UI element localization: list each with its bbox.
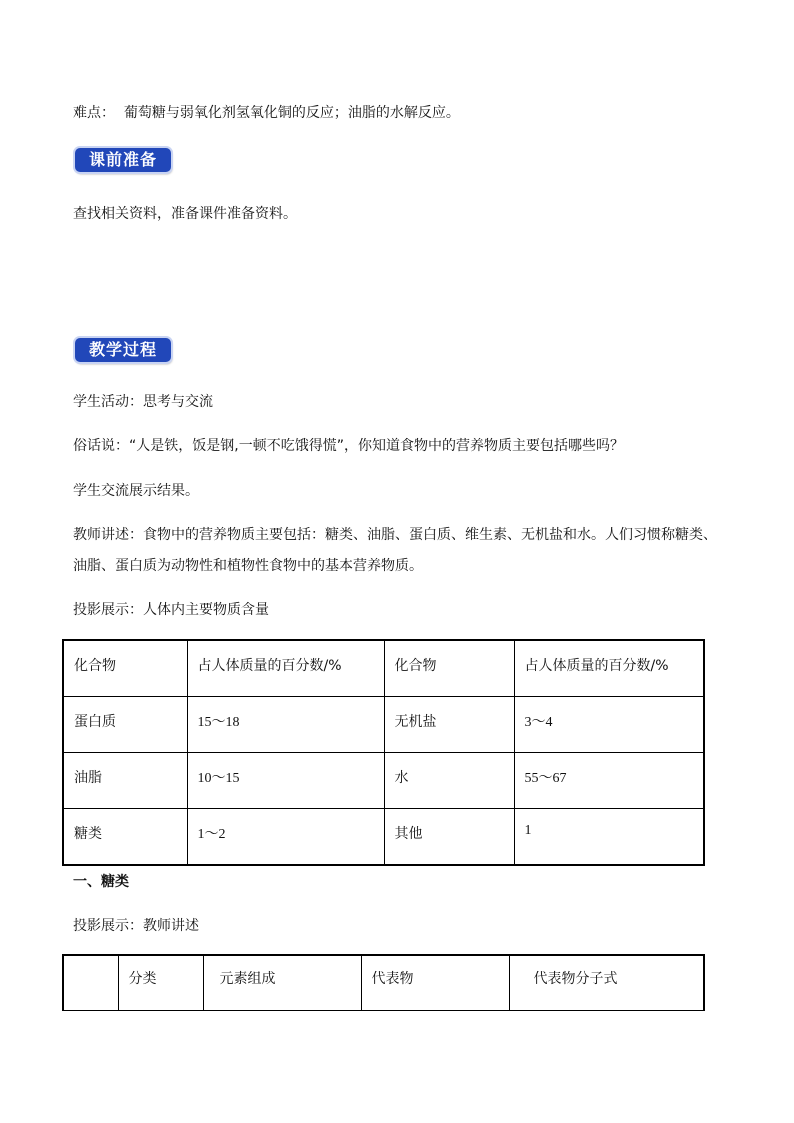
table-cell: 无机盐 <box>384 697 514 753</box>
table-header-cell <box>63 955 118 1011</box>
table-row <box>63 753 704 809</box>
table-header-cell: 占人体质量的百分数/% <box>187 640 384 697</box>
section-badge-process: 教学过程 <box>75 338 171 362</box>
paragraph-teacher-2: 油脂、蛋白质为动物性和植物性食物中的基本营养物质。 <box>73 558 423 574</box>
table-cell: 其他 <box>384 809 514 866</box>
paragraph-result: 学生交流展示结果。 <box>73 483 199 499</box>
table-cell: 蛋白质 <box>63 697 187 753</box>
table-header-cell: 占人体质量的百分数/% <box>514 640 704 697</box>
body-composition-table <box>62 639 705 866</box>
table-header-cell: 分类 <box>118 955 203 1011</box>
table-row <box>63 697 704 753</box>
table-cell: 3～4 <box>514 697 704 753</box>
table-cell: 1 <box>514 809 704 866</box>
sugar-classification-table <box>62 954 705 1011</box>
table-cell: 水 <box>384 753 514 809</box>
table-cell: 糖类 <box>63 809 187 866</box>
table-cell: 15～18 <box>187 697 384 753</box>
paragraph-projection-2: 投影展示：教师讲述 <box>73 918 199 934</box>
difficulty-text: 葡萄糖与弱氧化剂氢氧化铜的反应；油脂的水解反应。 <box>123 105 460 121</box>
table-cell: 1～2 <box>187 809 384 866</box>
difficulty-label: 难点： <box>73 105 115 121</box>
table-row <box>63 809 704 866</box>
prep-text: 查找相关资料，准备课件准备资料。 <box>73 206 297 222</box>
table-cell: 油脂 <box>63 753 187 809</box>
table-header-row <box>63 955 704 1011</box>
table-header-cell: 元素组成 <box>203 955 361 1011</box>
table-header-row <box>63 640 704 697</box>
table-header-cell: 化合物 <box>384 640 514 697</box>
section-badge-prep: 课前准备 <box>75 148 171 172</box>
table-header-cell: 代表物分子式 <box>509 955 704 1011</box>
table-header-cell: 化合物 <box>63 640 187 697</box>
table-header-cell: 代表物 <box>361 955 509 1011</box>
paragraph-teacher-1: 教师讲述：食物中的营养物质主要包括：糖类、油脂、蛋白质、维生素、无机盐和水。人们习惯称糖类、 <box>73 527 717 543</box>
paragraph-projection: 投影展示：人体内主要物质含量 <box>73 602 269 618</box>
paragraph-saying: 俗话说：“人是铁，饭是钢,一顿不吃饿得慌”，你知道食物中的营养物质主要包括哪些吗？ <box>73 438 624 454</box>
heading-sugar: 一、糖类 <box>73 874 129 890</box>
table-cell: 55～67 <box>514 753 704 809</box>
table-cell: 10～15 <box>187 753 384 809</box>
difficulty-line <box>73 103 460 123</box>
paragraph-activity: 学生活动：思考与交流 <box>73 394 213 410</box>
